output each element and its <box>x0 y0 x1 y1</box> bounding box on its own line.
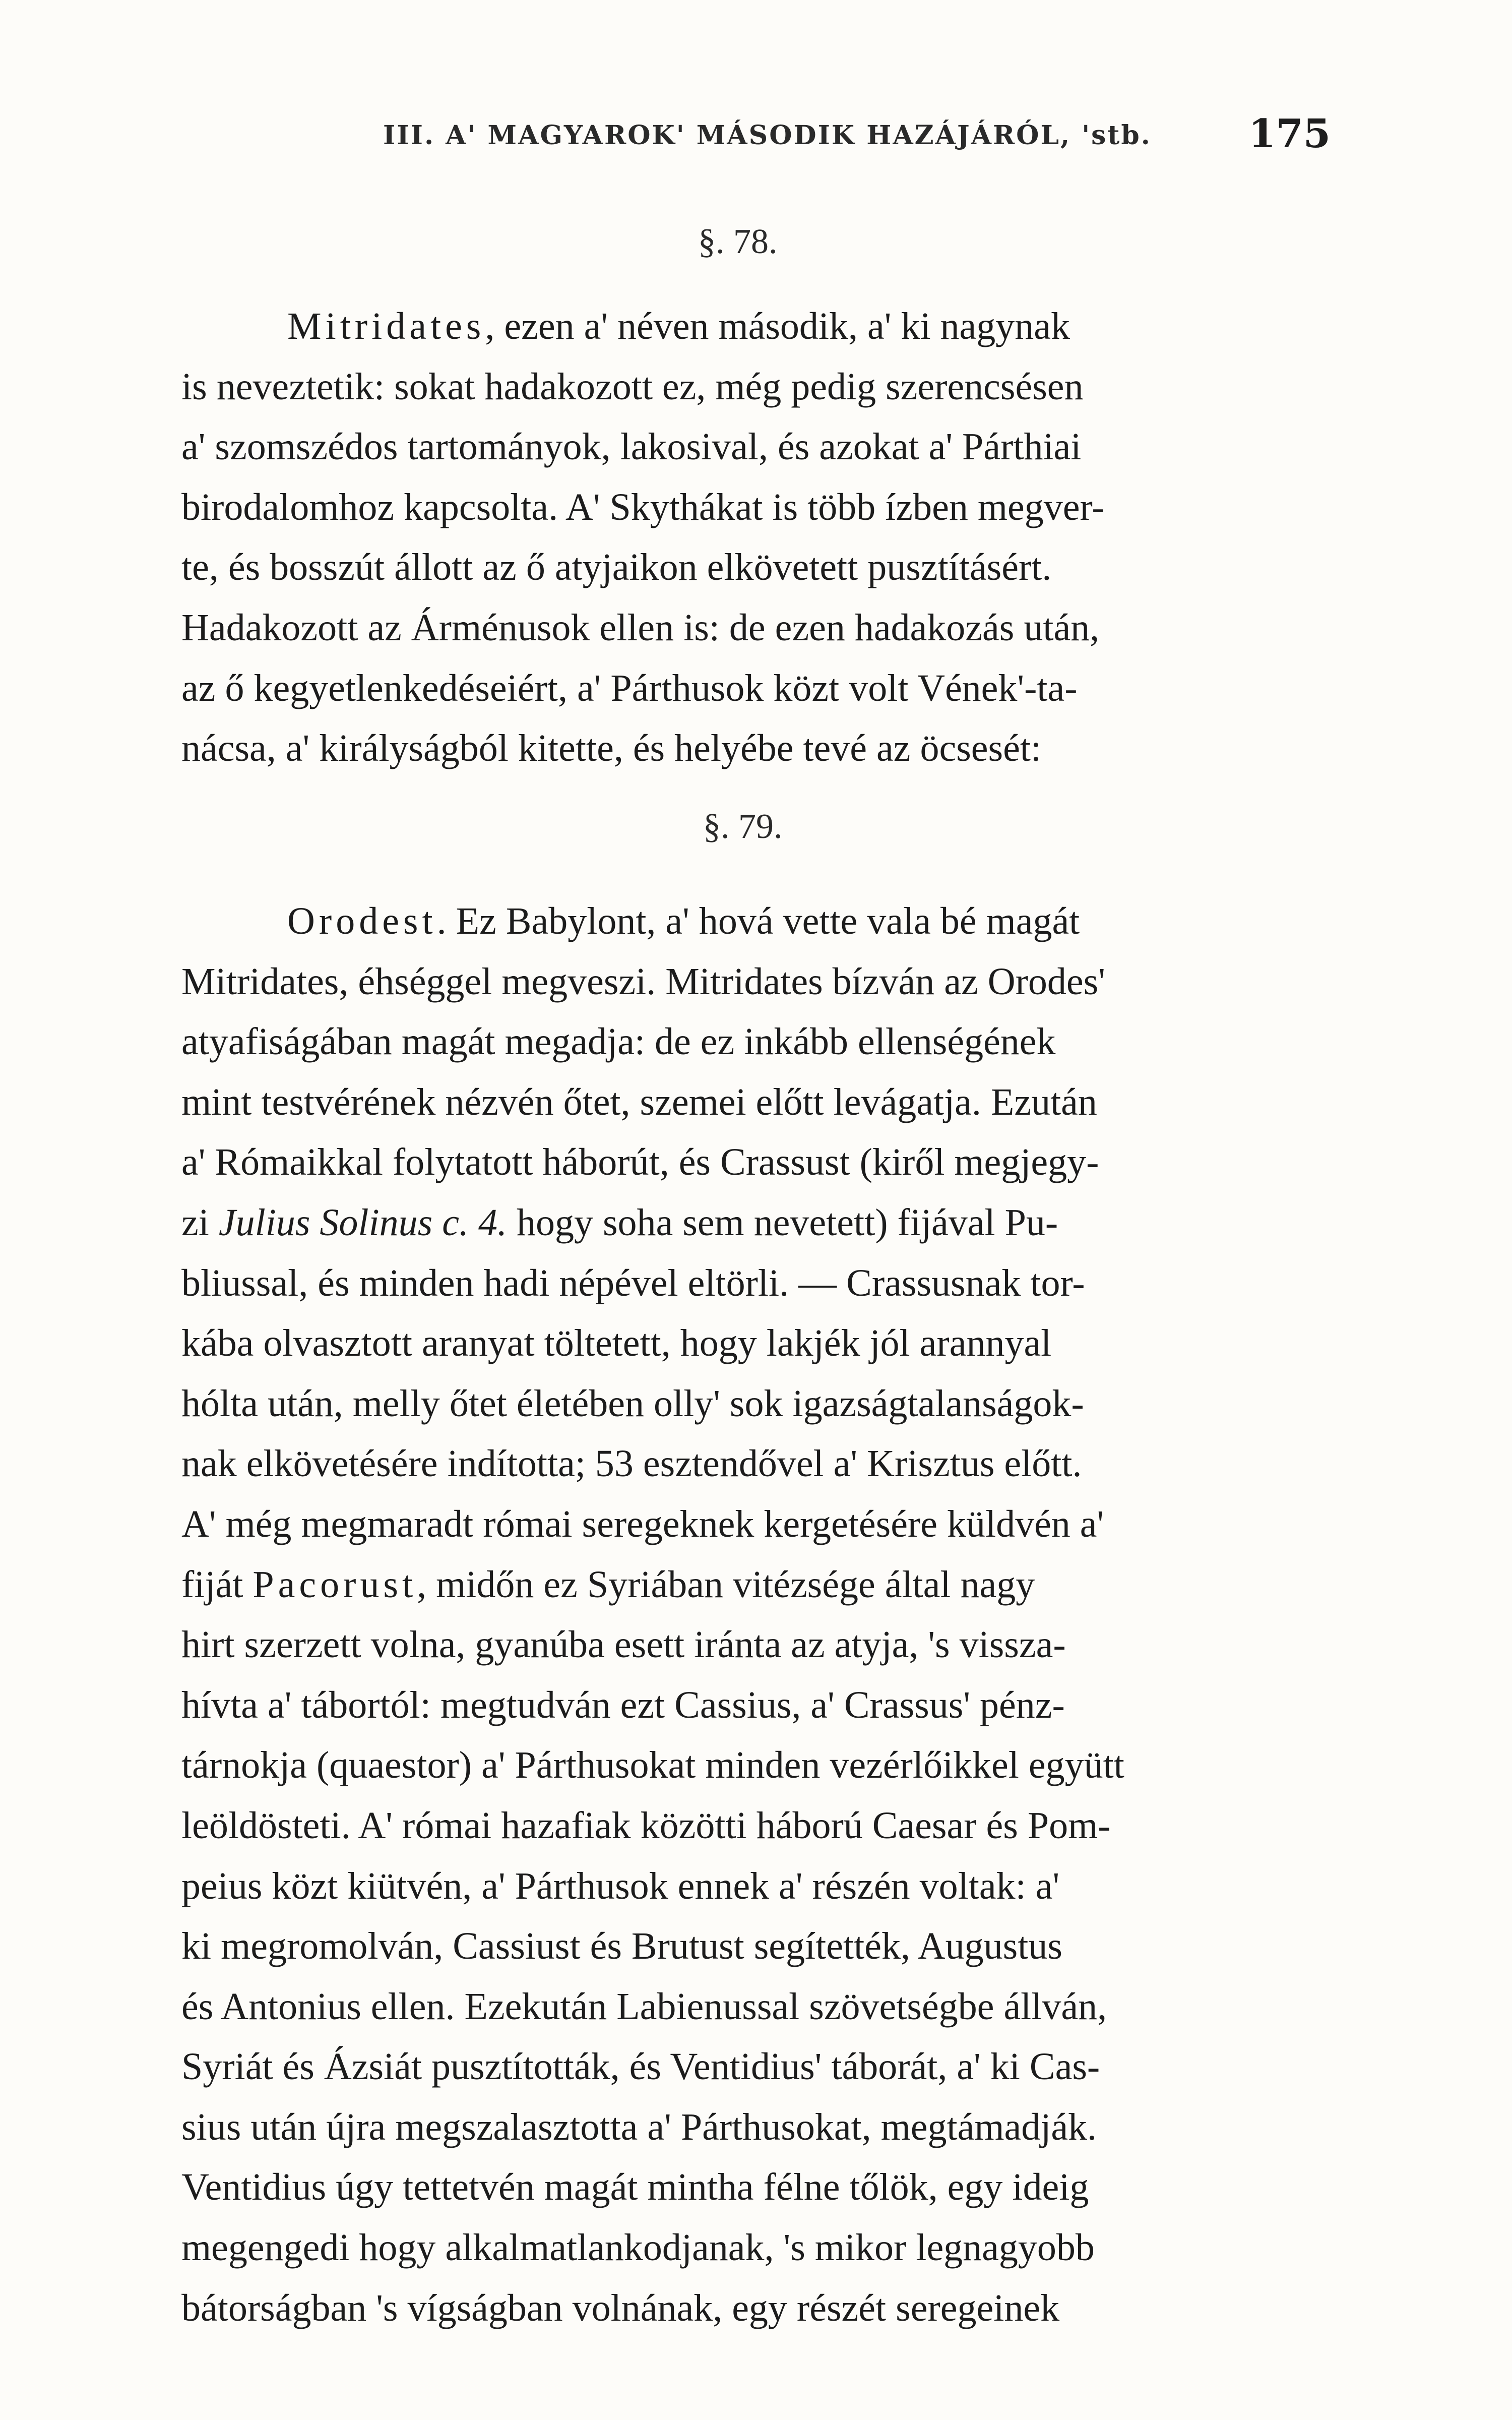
name-emphasis: Pacorust <box>253 1563 417 1606</box>
text-line: a' szomszédos tartományok, lakosival, és azokat a' Párthiai <box>181 426 1082 468</box>
line-text: . Ez Babylont, a' hová vette vala bé magát <box>436 900 1080 942</box>
citation-italic: Julius Solinus c. 4. <box>218 1201 507 1244</box>
text-line: megengedi hogy alkalmatlankodjanak, 's mikor legnagyobb <box>181 2226 1095 2269</box>
page-header <box>383 111 1331 171</box>
text-line: atyafiságában magát megadja: de ez inkább ellenségének <box>181 1020 1056 1063</box>
text-line: hirt szerzett volna, gyanúba esett iránta az atyja, 's vissza- <box>181 1623 1066 1666</box>
name-emphasis: Mitridates <box>287 305 485 347</box>
text-line: birodalomhoz kapcsolta. A' Skythákat is több ízben megver- <box>181 486 1105 528</box>
section-heading-78: §. 78. <box>698 222 778 261</box>
text-line: hívta a' tábortól: megtudván ezt Cassius, a' Crassus' pénz- <box>181 1683 1065 1726</box>
text-line: hólta után, melly őtet életében olly' sok igazságtalanságok- <box>181 1382 1084 1425</box>
text-line: leöldösteti. A' római hazafiak közötti háború Caesar és Pom- <box>181 1804 1111 1847</box>
text-line: Mitridates, éhséggel megveszi. Mitridates bízván az Orodes' <box>181 960 1105 1003</box>
line-text: zi <box>181 1201 219 1244</box>
name-emphasis: Orodest <box>287 900 437 942</box>
text-line: nak elkövetésére indította; 53 esztendővel a' Krisztus előtt. <box>181 1442 1082 1485</box>
text-line <box>181 296 1341 357</box>
text-line: ki megromolván, Cassiust és Brutust segítették, Augustus <box>181 1925 1062 1968</box>
section-79-body <box>181 891 1341 2338</box>
section-78-body <box>181 296 1341 779</box>
line-text: , midőn ez Syriában vitézsége által nagy <box>417 1563 1035 1606</box>
line-text: hogy soha sem nevetett) fijával Pu- <box>507 1201 1058 1244</box>
text-line: mint testvérének nézvén őtet, szemei előtt levágatja. Ezután <box>181 1080 1097 1123</box>
section-heading-79: §. 79. <box>703 807 783 846</box>
text-line: tárnokja (quaestor) a' Párthusokat minden vezérlőikkel együtt <box>181 1744 1124 1787</box>
text-line: az ő kegyetlenkedéseiért, a' Párthusok közt volt Vének'-ta- <box>181 667 1078 709</box>
text-line: peius közt kiütvén, a' Párthusok ennek a' részén voltak: a' <box>181 1864 1060 1907</box>
text-line: A' még megmaradt római seregeknek kergetésére küldvén a' <box>181 1502 1104 1545</box>
line-text: , ezen a' néven második, a' ki nagynak <box>485 305 1070 347</box>
text-line: Syriát és Ázsiát pusztították, és Ventidius' táborát, a' ki Cas- <box>181 2045 1100 2088</box>
text-line: bliussal, és minden hadi népével eltörli. — Crassusnak tor- <box>181 1261 1085 1304</box>
text-line <box>181 891 1341 952</box>
line-text: fiját <box>181 1563 253 1606</box>
text-line: a' Rómaikkal folytatott háborút, és Crassust (kiről megjegy- <box>181 1141 1099 1184</box>
text-line: te, és bosszút állott az ő atyjaikon elkövetett pusztításért. <box>181 546 1052 589</box>
text-line: bátorságban 's vígságban volnának, egy részét seregeinek <box>181 2286 1060 2329</box>
text-line: Hadakozott az Árménusok ellen is: de ezen hadakozás után, <box>181 606 1100 649</box>
text-line <box>181 1555 1341 1615</box>
running-head: III. A' MAGYAROK' MÁSODIK HAZÁJÁRÓL, 'stb. <box>383 120 1152 151</box>
text-line: is neveztetik: sokat hadakozott ez, még pedig szerencsésen <box>181 365 1084 408</box>
text-line: Ventidius úgy tettetvén magát mintha félne tőlök, egy ideig <box>181 2166 1089 2209</box>
text-line <box>181 1193 1341 1253</box>
page-number: 175 <box>1248 111 1331 157</box>
text-line: nácsa, a' királyságból kitette, és helyébe tevé az öcsesét: <box>181 727 1042 770</box>
text-line: kába olvasztott aranyat töltetett, hogy lakjék jól arannyal <box>181 1322 1052 1365</box>
text-line: sius után újra megszalasztotta a' Párthusokat, megtámadják. <box>181 2105 1097 2148</box>
text-line: és Antonius ellen. Ezekután Labienussal szövetségbe állván, <box>181 1985 1107 2028</box>
